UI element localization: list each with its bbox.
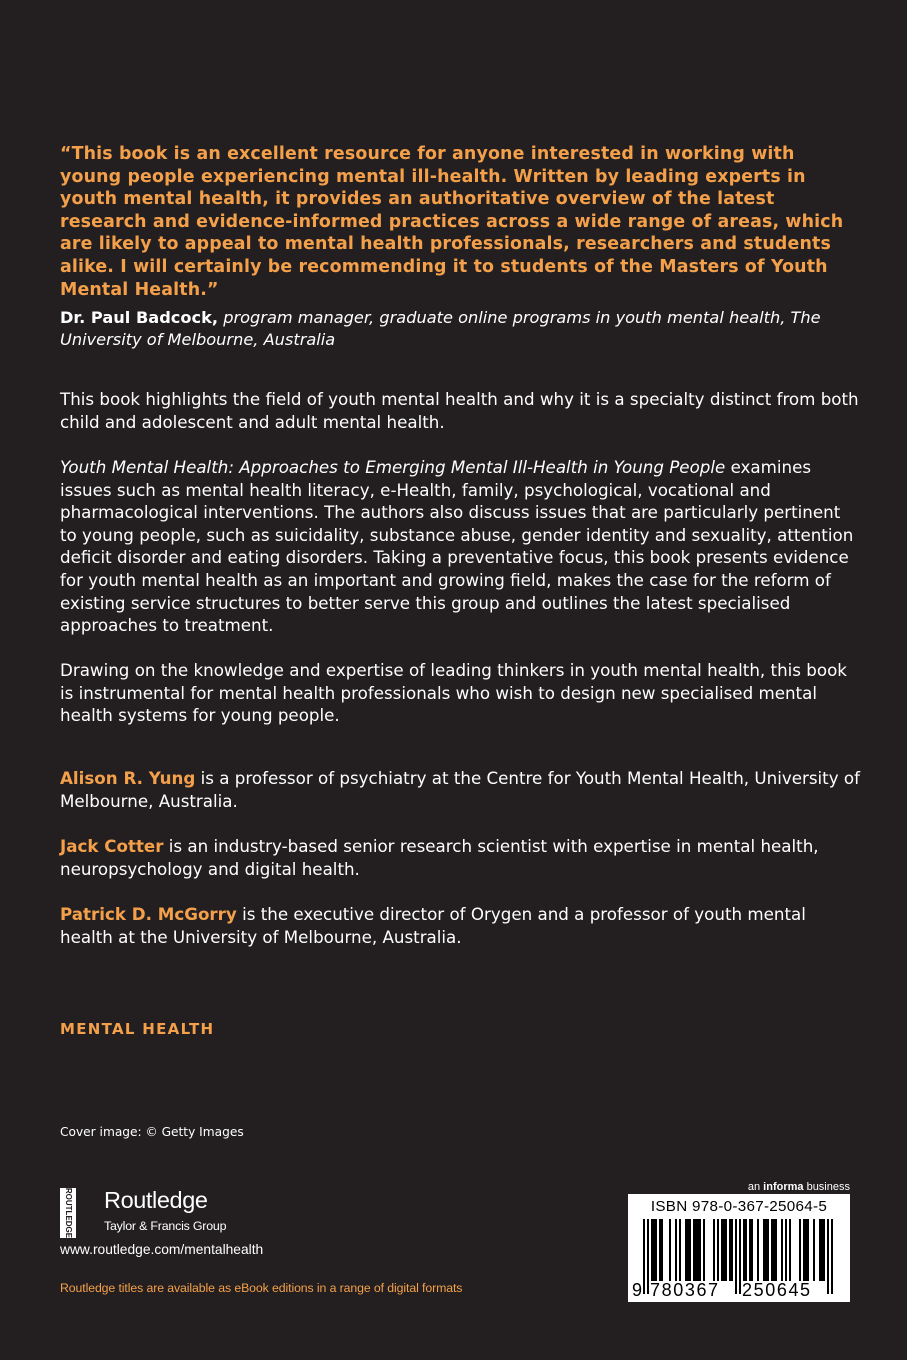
barcode-bar	[803, 1219, 805, 1281]
publisher-name: Routledge	[104, 1187, 208, 1213]
barcode-bar	[751, 1219, 753, 1281]
endorser-role: program manager, graduate online programs in youth mental health, The University of Melbourne, Australia	[60, 308, 821, 350]
barcode-bar	[695, 1219, 697, 1281]
endorser-name: Dr. Paul Badcock,	[60, 308, 219, 327]
barcode-bar	[717, 1219, 719, 1281]
ebook-availability-note: Routledge titles are available as eBook editions in a range of digital formats	[60, 1281, 463, 1295]
description-paragraph-2-text: examines issues such as mental health literacy, e-Health, family, psychological, vocational and pharmacological interventions. The authors also discuss issues that are particularly pertinent to young people, such as suicidality, substance abuse, gender identity and sexuality, attention deficit disorder and eating disorders. Taking a preventative focus, this book presents evidence for youth mental health as an important and growing field, makes the case for the reform of existing service structures to better serve this group and outlines the latest specialised approaches to treatment.	[60, 457, 854, 636]
publisher-website-link[interactable]: www.routledge.com/mentalhealth	[60, 1242, 264, 1257]
barcode-guard-bar	[735, 1219, 737, 1294]
barcode-bar	[813, 1219, 815, 1281]
barcode-bar	[655, 1219, 657, 1281]
barcode-guard-bar	[643, 1219, 645, 1294]
barcode-bar	[775, 1219, 777, 1281]
barcode-bar	[757, 1219, 759, 1281]
barcode-bar	[651, 1219, 653, 1281]
cover-image-credit: Cover image: © Getty Images	[60, 1125, 244, 1139]
author-bio-2	[60, 835, 860, 880]
barcode-bar	[689, 1219, 691, 1281]
barcode-bar	[745, 1219, 747, 1281]
subject-category: MENTAL HEALTH	[60, 1020, 215, 1038]
barcode-bar	[703, 1219, 705, 1281]
author-bio-text-1: is a professor of psychiatry at the Centre for Youth Mental Health, University of Melbourne, Australia.	[60, 768, 860, 811]
barcode-bar	[765, 1219, 767, 1281]
barcode-bar	[653, 1219, 655, 1281]
barcode-bar	[697, 1219, 699, 1281]
informa-business-label: an informa business	[747, 1181, 850, 1193]
isbn-barcode	[628, 1194, 850, 1302]
barcode-bar	[805, 1219, 807, 1281]
barcode-bar	[819, 1219, 821, 1281]
barcode-bar	[721, 1219, 723, 1281]
barcode-bar	[749, 1219, 751, 1281]
barcode-bar	[785, 1219, 787, 1281]
routledge-logo-icon	[60, 1188, 76, 1238]
publisher-group: Taylor & Francis Group	[104, 1219, 227, 1233]
barcode-bar	[729, 1219, 731, 1281]
barcode-bar	[743, 1219, 745, 1281]
barcode-guard-bar	[739, 1219, 741, 1294]
barcode-guard-bar	[831, 1219, 833, 1294]
barcode-bar	[713, 1219, 715, 1281]
barcode-left-group: 780367	[650, 1280, 720, 1300]
barcode-bar	[731, 1219, 733, 1281]
barcode-bar	[659, 1219, 661, 1281]
author-name-3: Patrick D. McGorry	[60, 904, 237, 924]
author-bio-text-2: is an industry-based senior research scientist with expertise in mental health, neuropsychology and digital health.	[60, 836, 819, 879]
author-name-1: Alison R. Yung	[60, 768, 196, 788]
barcode-bar	[767, 1219, 769, 1281]
barcode-right-group: 250645	[742, 1280, 812, 1300]
barcode-guard-bar	[647, 1219, 649, 1294]
barcode-bar	[679, 1219, 681, 1281]
barcode-bar	[821, 1219, 823, 1281]
barcode-bar	[773, 1219, 775, 1281]
author-bio-1	[60, 767, 860, 812]
isbn-label: ISBN 978-0-367-25064-5	[650, 1198, 828, 1215]
endorsement-attribution	[60, 307, 850, 352]
endorsement-quote: “This book is an excellent resource for anyone interested in working with young people experiencing mental ill-health. Written by leading experts in youth mental health, it provides an authoritative overview of the latest research and evidence-informed practices across a wide range of areas, which are likely to appeal to mental health professionals, researchers and students alike. I will certainly be recommending it to students of the Masters of Youth Mental Health.”	[60, 144, 844, 300]
barcode-bar	[699, 1219, 701, 1281]
description-paragraph-2	[60, 456, 860, 637]
barcode-bar	[799, 1219, 801, 1281]
author-name-2: Jack Cotter	[60, 836, 164, 856]
barcode-bar	[725, 1219, 727, 1281]
barcode-bar	[661, 1219, 663, 1281]
barcode-bar	[763, 1219, 765, 1281]
barcode-bar	[823, 1219, 825, 1281]
barcode-bar	[789, 1219, 791, 1281]
author-bio-text-3: is the executive director of Orygen and a professor of youth mental health at the University of Melbourne, Australia.	[60, 904, 806, 947]
barcode-bar	[723, 1219, 725, 1281]
description-paragraph-3: Drawing on the knowledge and expertise of leading thinkers in youth mental health, this book is instrumental for mental health professionals who wish to design new specialised mental health systems for young people.	[60, 660, 847, 726]
barcode-bar	[807, 1219, 809, 1281]
barcode-bar	[687, 1219, 689, 1281]
author-bio-3	[60, 903, 860, 948]
description-paragraph-1: This book highlights the field of youth mental health and why it is a specialty distinct from both child and adolescent and adult mental health.	[60, 389, 859, 432]
barcode-bar	[685, 1219, 687, 1281]
barcode-first-digit: 9	[632, 1280, 643, 1300]
barcode-bar	[675, 1219, 677, 1281]
barcode-bar	[693, 1219, 695, 1281]
barcode-bar	[669, 1219, 671, 1281]
barcode-bar	[781, 1219, 783, 1281]
book-title: Youth Mental Health: Approaches to Emerging Mental Ill-Health in Young People	[60, 457, 726, 477]
barcode-guard-bar	[827, 1219, 829, 1294]
barcode-bar	[771, 1219, 773, 1281]
svg-text:ROUTLEDGE: ROUTLEDGE	[63, 1188, 73, 1238]
